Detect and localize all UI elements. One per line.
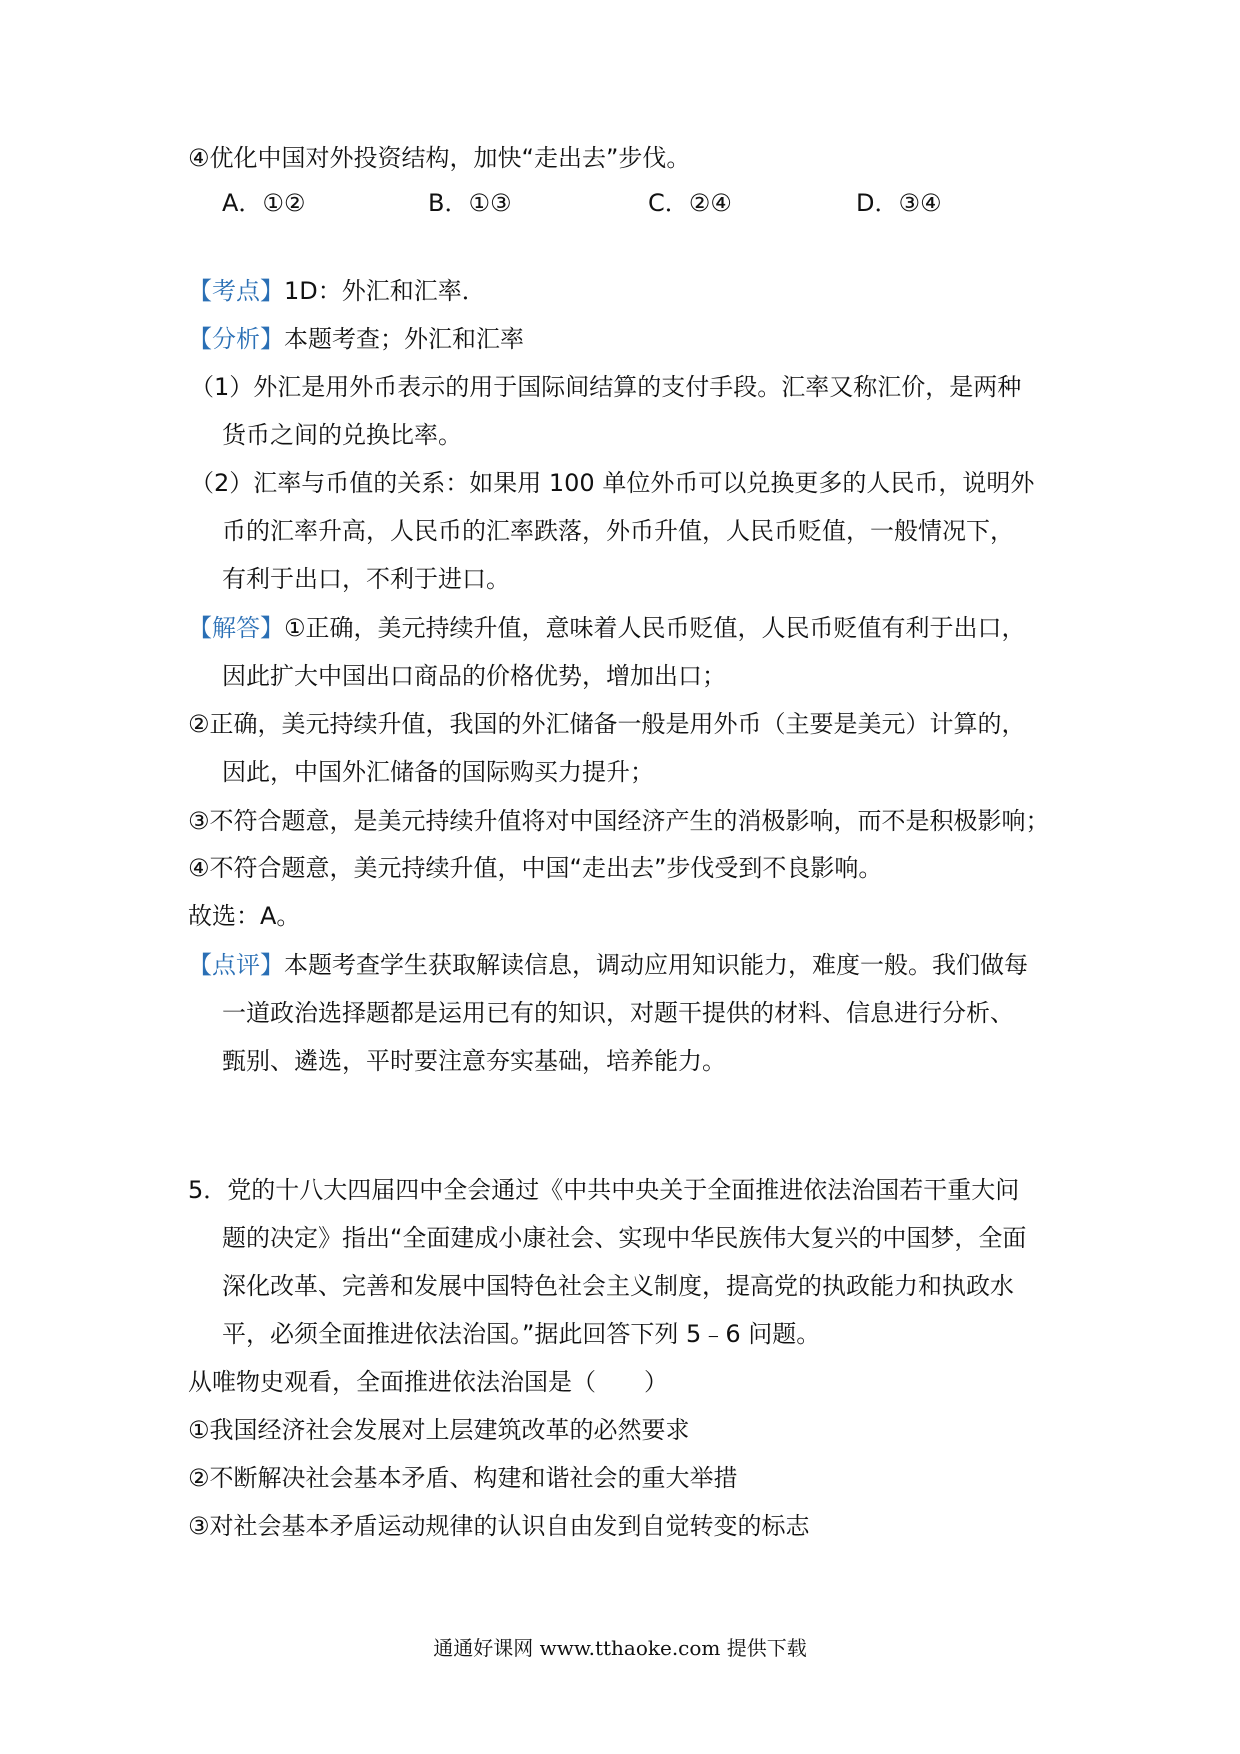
prev-item-4: ④优化中国对外投资结构，加快“走出去”步伐。 — [188, 144, 691, 172]
fenxi-text: 本题考查；外汇和汇率 — [284, 325, 524, 353]
fenxi-line — [188, 324, 524, 354]
analysis-p1-line2: 货币之间的兑换比率。 — [222, 421, 462, 449]
dianping-tag: 【点评】 — [188, 951, 284, 979]
dianping-line1 — [188, 950, 1028, 980]
dianping-line3: 甄别、遴选，平时要注意夯实基础，培养能力。 — [222, 1047, 726, 1075]
answer-3: ③不符合题意，是美元持续升值将对中国经济产生的消极影响，而不是积极影响； — [188, 807, 1050, 835]
analysis-p2-line3: 有利于出口，不利于进口。 — [222, 565, 510, 593]
page-footer: 通通好课网 www.tthaoke.com 提供下载 — [433, 1636, 807, 1660]
option-d: D．③④ — [856, 189, 942, 217]
kaodian-text: 1D：外汇和汇率． — [284, 277, 486, 305]
question5-item-1: ①我国经济社会发展对上层建筑改革的必然要求 — [188, 1416, 690, 1444]
analysis-p2-line2: 币的汇率升高，人民币的汇率跌落，外币升值，人民币贬值，一般情况下， — [222, 517, 1014, 545]
jieda-line1 — [188, 613, 1026, 643]
question5-line1: 5．党的十八大四届四中全会通过《中共中央关于全面推进依法治国若干重大问 — [188, 1176, 1020, 1204]
question5-stem: 从唯物史观看，全面推进依法治国是（ ） — [188, 1368, 668, 1396]
dianping-text: 本题考查学生获取解读信息，调动应用知识能力，难度一般。我们做每 — [284, 951, 1028, 979]
jieda-text: ①正确，美元持续升值，意味着人民币贬值，人民币贬值有利于出口， — [284, 614, 1026, 642]
question5-line4: 平，必须全面推进依法治国。”据此回答下列 5﹣6 问题。 — [222, 1320, 821, 1348]
fenxi-tag: 【分析】 — [188, 325, 284, 353]
option-c: C．②④ — [648, 189, 732, 217]
analysis-p2-line1: （2）汇率与币值的关系：如果用 100 单位外币可以兑换更多的人民币，说明外 — [190, 469, 1035, 497]
jieda-line2: 因此扩大中国出口商品的价格优势，增加出口； — [222, 662, 726, 690]
question5-line3: 深化改革、完善和发展中国特色社会主义制度，提高党的执政能力和执政水 — [222, 1272, 1014, 1300]
jieda-tag: 【解答】 — [188, 614, 284, 642]
answer-2-line1: ②正确，美元持续升值，我国的外汇储备一般是用外币（主要是美元）计算的， — [188, 710, 1026, 738]
analysis-p1-line1: （1）外汇是用外币表示的用于国际间结算的支付手段。汇率又称汇价，是两种 — [190, 373, 1022, 401]
option-a: A．①② — [222, 189, 306, 217]
question5-item-2: ②不断解决社会基本矛盾、构建和谐社会的重大举措 — [188, 1464, 738, 1492]
final-choice: 故选：A。 — [188, 902, 301, 930]
question5-line2: 题的决定》指出“全面建成小康社会、实现中华民族伟大复兴的中国梦，全面 — [222, 1224, 1027, 1252]
dianping-line2: 一道政治选择题都是运用已有的知识，对题干提供的材料、信息进行分析、 — [222, 999, 1014, 1027]
question5-item-3: ③对社会基本矛盾运动规律的认识自由发到自觉转变的标志 — [188, 1512, 810, 1540]
kaodian-line — [188, 276, 486, 306]
answer-4: ④不符合题意，美元持续升值，中国“走出去”步伐受到不良影响。 — [188, 854, 883, 882]
answer-2-line2: 因此，中国外汇储备的国际购买力提升； — [222, 758, 654, 786]
kaodian-tag: 【考点】 — [188, 277, 284, 305]
option-b: B．①③ — [428, 189, 512, 217]
